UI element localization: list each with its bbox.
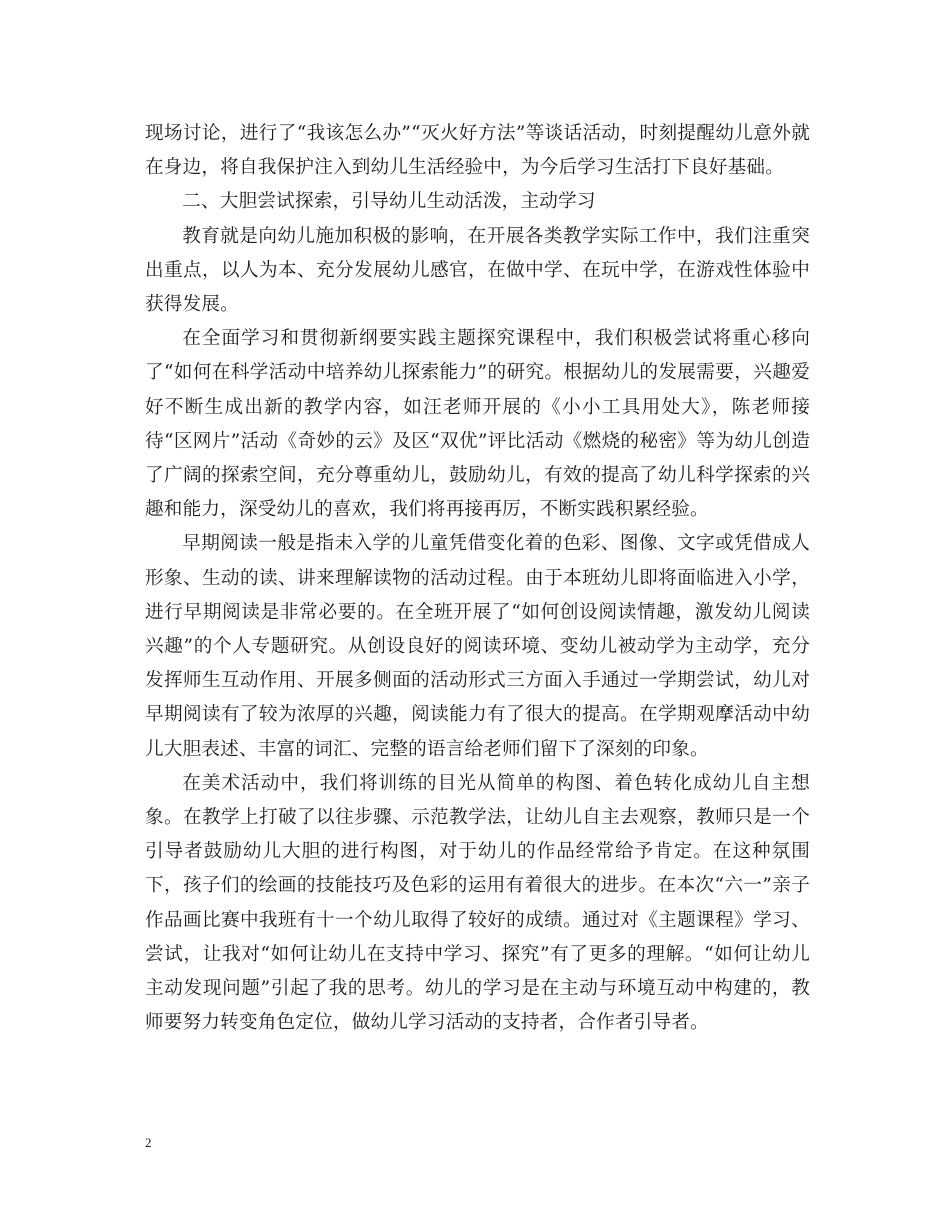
paragraph-4: 在全面学习和贯彻新纲要实践主题探究课程中，我们积极尝试将重心移向了“如何在科学活动中培养幼儿探索能力”的研究。根据幼儿的发展需要，兴趣爱好不断生成出新的教学内容，如汪老师开展的《小小工具用处大》，陈老师接待“区网片”活动《奇妙的云》及区“双优”评比活动《燃烧的秘密》等为幼儿创造了广阔的探索空间，充分尊重幼儿，鼓励幼儿，有效的提高了幼儿科学探索的兴趣和能力，深受幼儿的喜欢，我们将再接再厉，不断实践积累经验。	[145, 328, 810, 521]
page-number: 2	[145, 1135, 152, 1150]
paragraph-6: 在美术活动中，我们将训练的目光从简单的构图、着色转化成幼儿自主想象。在教学上打破了以往步骤、示范教学法，让幼儿自主去观察，教师只是一个引导者鼓励幼儿大胆的进行构图，对于幼儿的作品经常给予肯定。在这种氛围下，孩子们的绘画的技能技巧及色彩的运用有着很大的进步。在本次“六一”亲子作品画比赛中我班有十一个幼儿取得了较好的成绩。通过对《主题课程》学习、尝试，让我对“如何让幼儿在支持中学习、探究”有了更多的理解。“如何让幼儿主动发现问题”引起了我的思考。幼儿的学习是在主动与环境互动中构建的，教师要努力转变角色定位，做幼儿学习活动的支持者，合作者引导者。	[145, 772, 810, 1034]
section-heading: 二、大胆尝试探索，引导幼儿生动活泼，主动学习	[182, 191, 596, 213]
paragraph-3: 教育就是向幼儿施加积极的影响，在开展各类教学实际工作中，我们注重突出重点，以人为本、充分发展幼儿感官，在做中学、在玩中学，在游戏性体验中获得发展。	[145, 225, 810, 316]
document-body	[145, 117, 810, 1040]
paragraph-1: 现场讨论，进行了“我该怎么办”“灭火好方法”等谈话活动，时刻提醒幼儿意外就在身边，将自我保护注入到幼儿生活经验中，为今后学习生活打下良好基础。	[145, 123, 810, 179]
paragraph-5: 早期阅读一般是指未入学的儿童凭借变化着的色彩、图像、文字或凭借成人形象、生动的读、讲来理解读物的活动过程。由于本班幼儿即将面临进入小学，进行早期阅读是非常必要的。在全班开展了“如何创设阅读情趣，激发幼儿阅读兴趣”的个人专题研究。从创设良好的阅读环境、变幼儿被动学为主动学，充分发挥师生互动作用、开展多侧面的活动形式三方面入手通过一学期尝试，幼儿对早期阅读有了较为浓厚的兴趣，阅读能力有了很大的提高。在学期观摩活动中幼儿大胆表述、丰富的词汇、完整的语言给老师们留下了深刻的印象。	[145, 533, 810, 760]
